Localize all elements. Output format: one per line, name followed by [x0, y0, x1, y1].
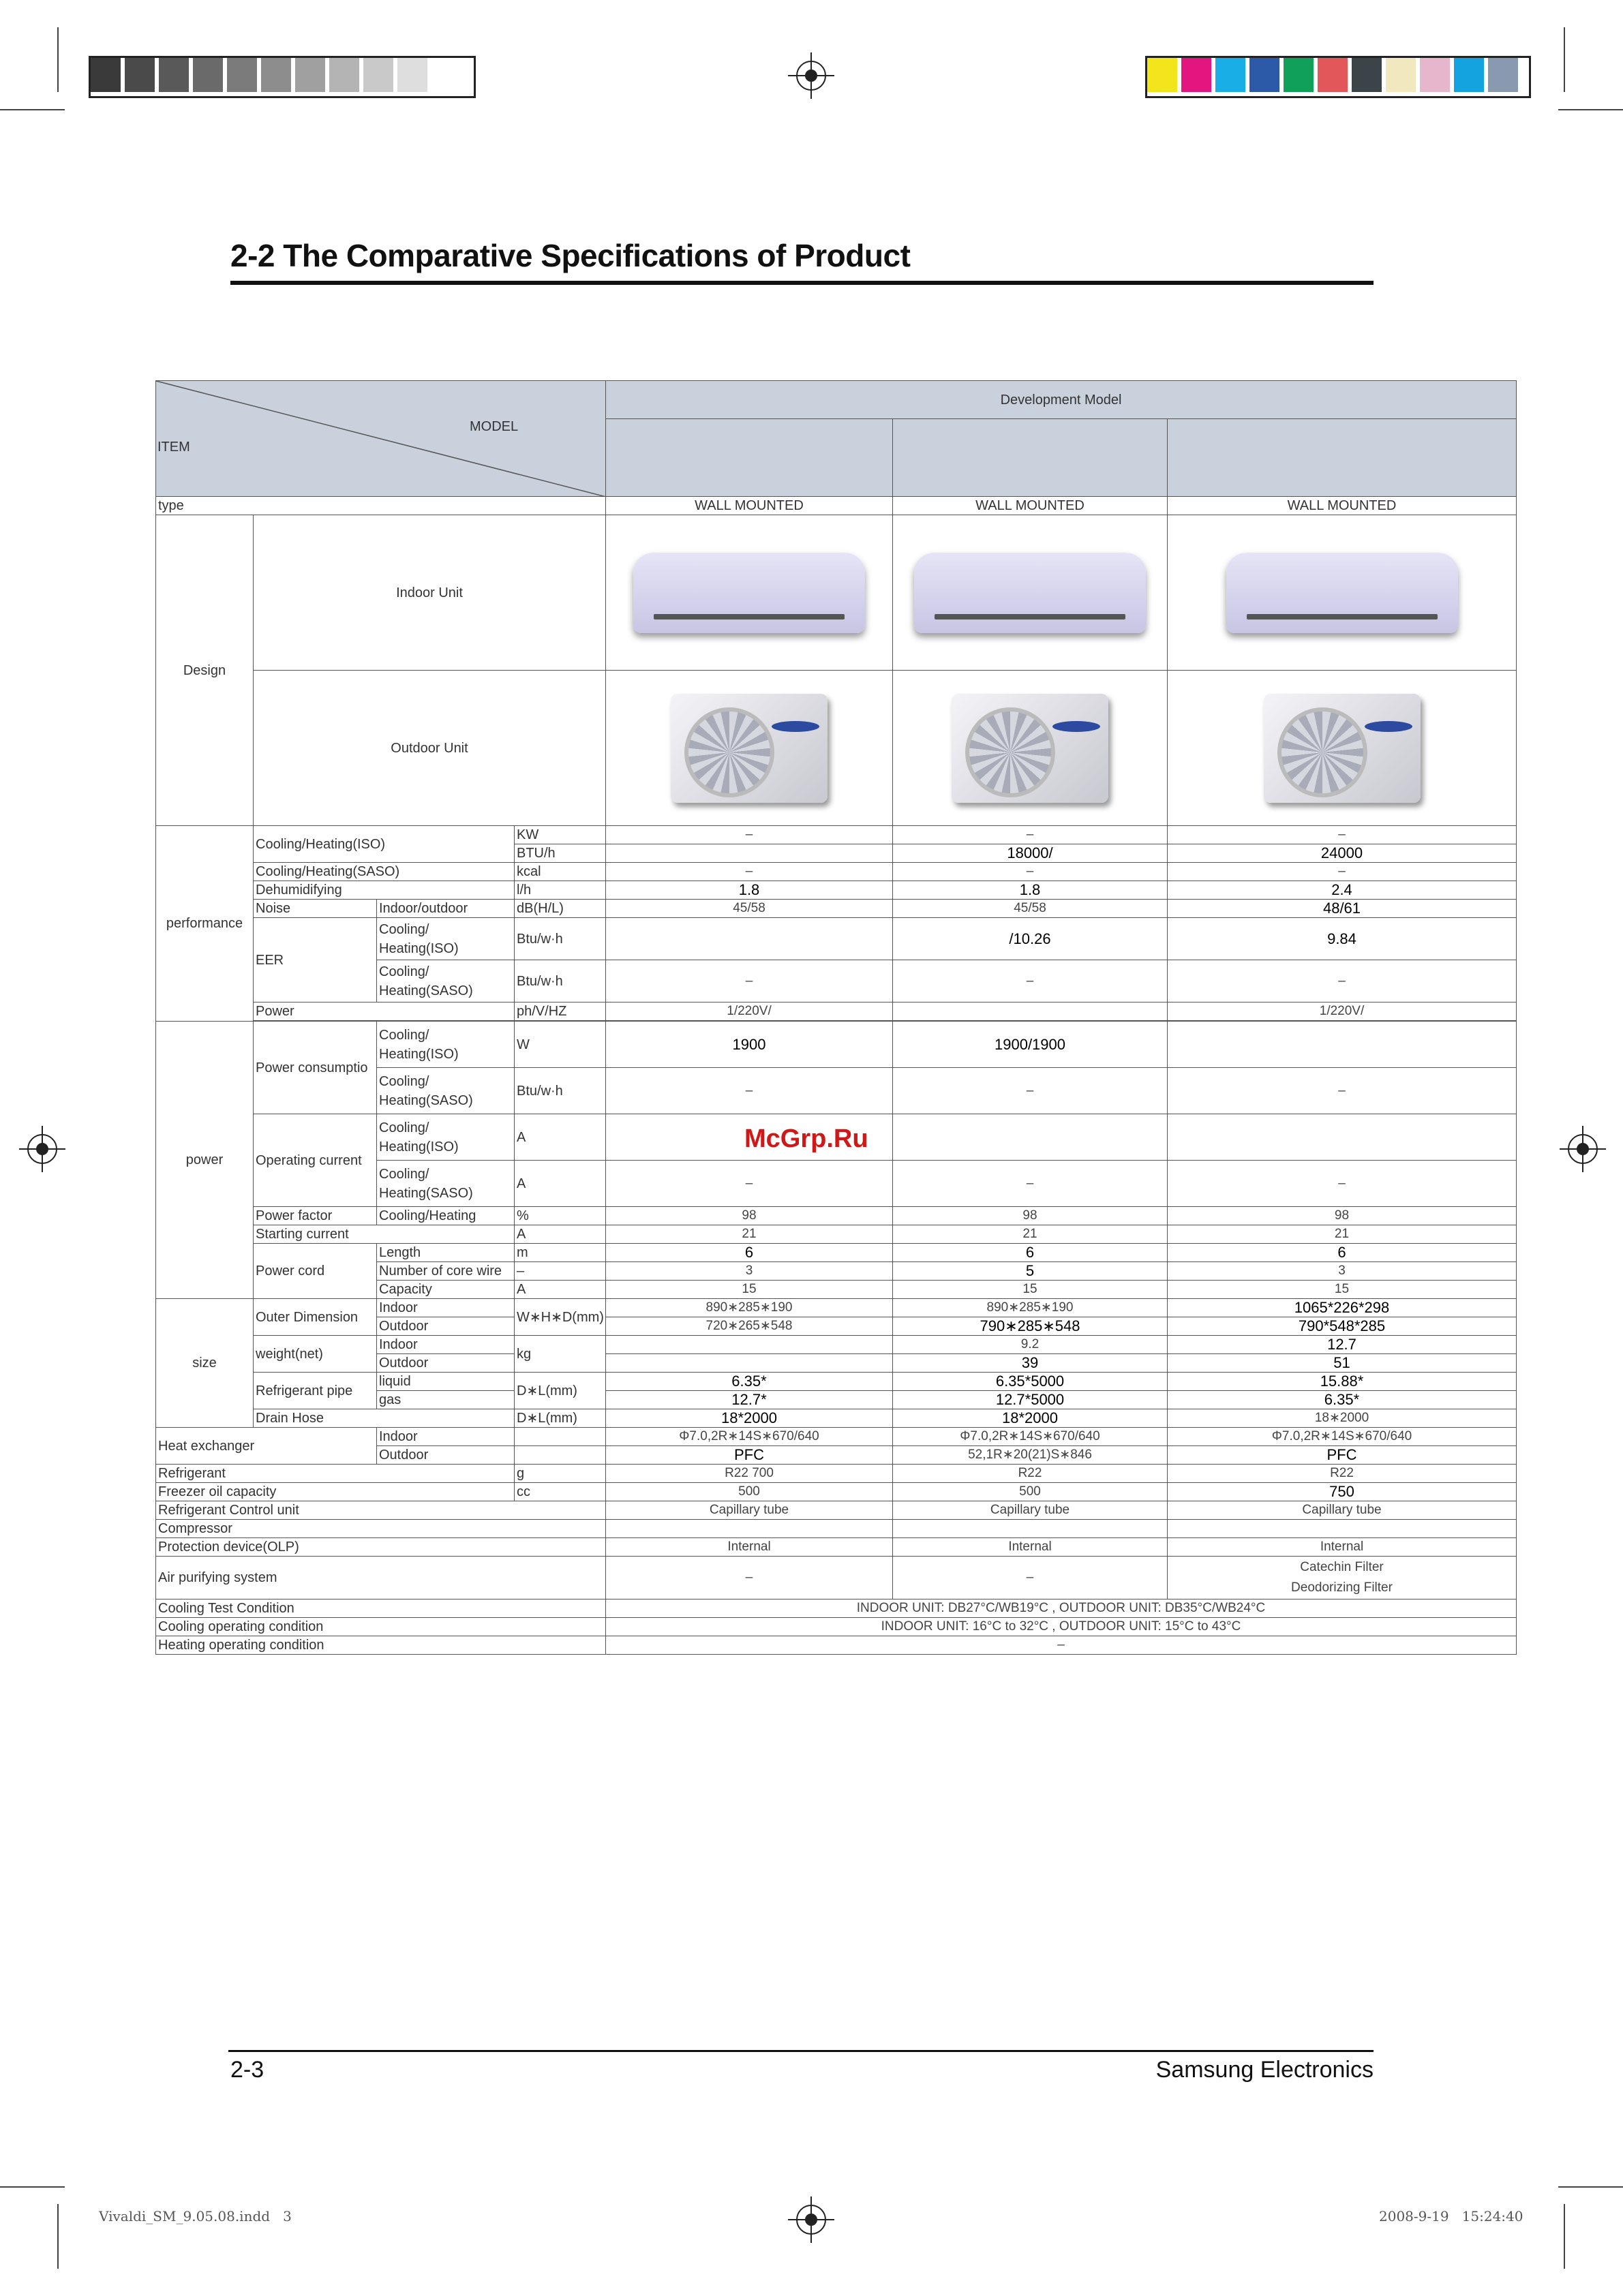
cell-value: 1.8 — [893, 881, 1168, 900]
cell-value: 18∗2000 — [1168, 1409, 1517, 1428]
row-sublabel: Indoor — [377, 1299, 515, 1317]
row-sublabel: Indoor — [377, 1336, 515, 1354]
cell-value: – — [893, 1161, 1168, 1207]
cell-value: 12.7 — [1168, 1336, 1517, 1354]
cell-value: – — [1168, 1068, 1517, 1114]
cell-value: 52,1R∗20(21)S∗846 — [893, 1446, 1168, 1465]
cell-value — [606, 918, 893, 960]
cell-value: – — [606, 960, 893, 1002]
cell-value — [606, 1354, 893, 1373]
cell-value — [606, 1520, 893, 1538]
gray-swatch — [397, 58, 429, 92]
color-swatch — [1249, 58, 1281, 92]
color-swatch — [1181, 58, 1213, 92]
row-label: Drain Hose — [254, 1409, 515, 1428]
performance-label: performance — [156, 826, 254, 1022]
cell-value: 39 — [893, 1354, 1168, 1373]
unit-label: m — [515, 1244, 606, 1262]
cell-value: 24000 — [1168, 844, 1517, 863]
row-sublabel: Indoor — [377, 1428, 515, 1446]
color-swatch — [1488, 58, 1520, 92]
indoor-unit-label: Indoor Unit — [254, 515, 606, 671]
row-sublabel: Indoor/outdoor — [377, 900, 515, 918]
crop-mark — [1558, 109, 1623, 110]
gray-swatch — [431, 58, 464, 92]
cell-value: 790*548*285 — [1168, 1317, 1517, 1336]
cell-value: 18000/ — [893, 844, 1168, 863]
outdoor-unit-image — [893, 671, 1168, 826]
row-sublabel: Capacity — [377, 1281, 515, 1299]
crop-mark — [57, 2204, 59, 2269]
cell-value: 3 — [1168, 1262, 1517, 1281]
cell-value: – — [606, 1636, 1517, 1655]
cell-value: 6 — [893, 1244, 1168, 1262]
cell-value: 6.35* — [1168, 1391, 1517, 1409]
cell-value: 500 — [893, 1483, 1168, 1501]
cell-value: Internal — [606, 1538, 893, 1557]
file-slug: Vivaldi_SM_9.05.08.indd 3 — [99, 2208, 292, 2224]
cell-value: – — [893, 1068, 1168, 1114]
cell-value: PFC — [606, 1446, 893, 1465]
type-value: WALL MOUNTED — [893, 497, 1168, 515]
cell-value: 6 — [606, 1244, 893, 1262]
unit-label: Btu/w·h — [515, 1068, 606, 1114]
row-label: EER — [254, 918, 377, 1002]
row-sublabel: Outdoor — [377, 1317, 515, 1336]
cell-value: 6.35*5000 — [893, 1373, 1168, 1391]
unit-label: g — [515, 1465, 606, 1483]
size-section-label: size — [156, 1299, 254, 1428]
row-sublabel: Cooling/ Heating(ISO) — [377, 1022, 515, 1068]
row-sublabel: Cooling/ Heating(ISO) — [377, 1114, 515, 1161]
unit-label: A — [515, 1161, 606, 1207]
gray-swatch — [159, 58, 191, 92]
cell-value: /10.26 — [893, 918, 1168, 960]
row-sublabel: gas — [377, 1391, 515, 1409]
gray-swatch — [193, 58, 225, 92]
cell-value: – — [893, 960, 1168, 1002]
cell-value: 1900 — [606, 1022, 893, 1068]
row-label: Starting current — [254, 1225, 515, 1244]
cell-value: 51 — [1168, 1354, 1517, 1373]
cell-value: R22 — [1168, 1465, 1517, 1483]
cell-value: 9.84 — [1168, 918, 1517, 960]
page-title: 2-2 The Comparative Specifications of Product — [230, 238, 911, 273]
model-col-3 — [1168, 419, 1517, 497]
page-number: 2-3 — [230, 2057, 264, 2083]
crop-mark — [1564, 27, 1565, 92]
power-section-label: power — [156, 1022, 254, 1299]
row-label: Refrigerant Control unit — [156, 1501, 606, 1520]
row-label: Operating current — [254, 1114, 377, 1207]
row-sublabel: Cooling/ Heating(ISO) — [377, 918, 515, 960]
crop-mark — [0, 2186, 65, 2188]
cell-value: 21 — [1168, 1225, 1517, 1244]
unit-label: W — [515, 1022, 606, 1068]
indoor-unit-icon — [914, 553, 1146, 633]
cell-value: 15 — [606, 1281, 893, 1299]
color-swatch — [1147, 58, 1179, 92]
cell-value: INDOOR UNIT: DB27°C/WB19°C , OUTDOOR UNIT: DB35°C/WB24°C — [606, 1599, 1517, 1618]
row-label: Power cord — [254, 1244, 377, 1299]
model-col-2 — [893, 419, 1168, 497]
unit-label: ph/V/HZ — [515, 1002, 606, 1021]
cell-value: Capillary tube — [606, 1501, 893, 1520]
cell-value: Φ7.0,2R∗14S∗670/640 — [1168, 1428, 1517, 1446]
unit-label: A — [515, 1281, 606, 1299]
unit-label: A — [515, 1114, 606, 1161]
row-sublabel: Cooling/ Heating(SASO) — [377, 960, 515, 1002]
indoor-unit-icon — [633, 553, 865, 633]
watermark: McGrp.Ru — [744, 1124, 868, 1153]
cell-value: 21 — [893, 1225, 1168, 1244]
unit-label: Btu/w·h — [515, 918, 606, 960]
cell-value: 48/61 — [1168, 900, 1517, 918]
row-label: Power — [254, 1002, 515, 1021]
model-col-1 — [606, 419, 893, 497]
registration-mark-icon — [27, 1134, 57, 1164]
unit-label: dB(H/L) — [515, 900, 606, 918]
cell-value: 45/58 — [893, 900, 1168, 918]
row-sublabel: Cooling/ Heating(SASO) — [377, 1161, 515, 1207]
row-sublabel: Length — [377, 1244, 515, 1262]
unit-label: A — [515, 1225, 606, 1244]
cell-value: 1.8 — [606, 881, 893, 900]
cell-value: – — [1168, 1161, 1517, 1207]
row-sublabel: Cooling/ Heating(SASO) — [377, 1068, 515, 1114]
gray-swatch — [125, 58, 157, 92]
cell-value — [606, 1336, 893, 1354]
item-label: ITEM — [157, 440, 190, 455]
registration-mark-icon — [1568, 1134, 1598, 1164]
unit-label: KW — [515, 826, 606, 844]
unit-label: Btu/w·h — [515, 960, 606, 1002]
row-label: Outer Dimension — [254, 1299, 377, 1336]
unit-label: W∗H∗D(mm) — [515, 1299, 606, 1336]
cell-value: INDOOR UNIT: 16°C to 32°C , OUTDOOR UNIT: 15°C to 43°C — [606, 1618, 1517, 1636]
row-label: Heating operating condition — [156, 1636, 606, 1655]
spec-table — [155, 380, 1517, 1655]
unit-label — [515, 1428, 606, 1446]
unit-label: BTU/h — [515, 844, 606, 863]
gray-swatch — [227, 58, 259, 92]
cell-value: 15 — [893, 1281, 1168, 1299]
unit-label: D∗L(mm) — [515, 1373, 606, 1409]
color-swatch — [1386, 58, 1418, 92]
cell-value: Capillary tube — [893, 1501, 1168, 1520]
unit-label: kg — [515, 1336, 606, 1373]
cell-value: 1900/1900 — [893, 1022, 1168, 1068]
row-sublabel: Outdoor — [377, 1354, 515, 1373]
row-label: Dehumidifying — [254, 881, 515, 900]
cell-value: 790∗285∗548 — [893, 1317, 1168, 1336]
cell-value: 6.35* — [606, 1373, 893, 1391]
row-label: Power factor — [254, 1207, 377, 1225]
cell-value: Φ7.0,2R∗14S∗670/640 — [606, 1428, 893, 1446]
crop-mark — [0, 109, 65, 110]
model-label: MODEL — [470, 419, 519, 434]
row-label: Protection device(OLP) — [156, 1538, 606, 1557]
cell-value: 12.7* — [606, 1391, 893, 1409]
row-label: Noise — [254, 900, 377, 918]
row-label: Cooling operating condition — [156, 1618, 606, 1636]
row-sublabel: Cooling/Heating — [377, 1207, 515, 1225]
unit-label: D∗L(mm) — [515, 1409, 606, 1428]
color-swatch — [1284, 58, 1316, 92]
cell-value: – — [1168, 863, 1517, 881]
cell-value: 3 — [606, 1262, 893, 1281]
color-swatch — [1352, 58, 1384, 92]
print-timestamp: 2008-9-19 15:24:40 — [1379, 2208, 1523, 2224]
outdoor-unit-icon — [952, 694, 1108, 803]
unit-label: l/h — [515, 881, 606, 900]
color-swatch — [1420, 58, 1452, 92]
outdoor-unit-icon — [671, 694, 828, 803]
gray-swatch — [295, 58, 327, 92]
row-label: Cooling/Heating(SASO) — [254, 863, 515, 881]
unit-label: % — [515, 1207, 606, 1225]
unit-label: kcal — [515, 863, 606, 881]
cell-value: – — [606, 1557, 893, 1599]
cell-value: 2.4 — [1168, 881, 1517, 900]
cell-value — [893, 1520, 1168, 1538]
catechin-filter-text: Catechin Filter — [1300, 1560, 1384, 1574]
cell-value: 1065*226*298 — [1168, 1299, 1517, 1317]
cell-value: 21 — [606, 1225, 893, 1244]
cell-value: 98 — [606, 1207, 893, 1225]
color-swatch — [1215, 58, 1247, 92]
air-purifying-col3 — [1168, 1557, 1517, 1599]
diagonal-line — [156, 381, 606, 497]
gray-swatch — [91, 58, 123, 92]
registration-mark-icon — [796, 61, 826, 91]
row-label: Heat exchanger — [156, 1428, 377, 1465]
outdoor-unit-icon — [1264, 694, 1421, 803]
cell-value: – — [606, 826, 893, 844]
row-label: weight(net) — [254, 1336, 377, 1373]
cell-value — [606, 844, 893, 863]
cell-value: – — [1168, 960, 1517, 1002]
crop-mark — [1564, 2204, 1565, 2269]
row-label: Air purifying system — [156, 1557, 606, 1599]
cell-value: 890∗285∗190 — [893, 1299, 1168, 1317]
row-label: Cooling/Heating(ISO) — [254, 826, 515, 863]
cell-value: Φ7.0,2R∗14S∗670/640 — [893, 1428, 1168, 1446]
cell-value: 45/58 — [606, 900, 893, 918]
cell-value: 890∗285∗190 — [606, 1299, 893, 1317]
registration-mark-icon — [796, 2205, 826, 2235]
cell-value: PFC — [1168, 1446, 1517, 1465]
cell-value: – — [606, 863, 893, 881]
color-swatch — [1318, 58, 1350, 92]
cell-value: 98 — [893, 1207, 1168, 1225]
cell-value: – — [606, 1068, 893, 1114]
unit-label: – — [515, 1262, 606, 1281]
indoor-unit-icon — [1226, 553, 1458, 633]
cell-value: 720∗265∗548 — [606, 1317, 893, 1336]
row-label: Compressor — [156, 1520, 606, 1538]
cell-value: – — [893, 826, 1168, 844]
cell-value: – — [1168, 826, 1517, 844]
cell-value: 98 — [1168, 1207, 1517, 1225]
cell-value: 9.2 — [893, 1336, 1168, 1354]
indoor-unit-image — [893, 515, 1168, 671]
cell-value: R22 700 — [606, 1465, 893, 1483]
cell-value — [1168, 1520, 1517, 1538]
unit-label: cc — [515, 1483, 606, 1501]
type-label: type — [156, 497, 606, 515]
unit-label — [515, 1446, 606, 1465]
cell-value: 750 — [1168, 1483, 1517, 1501]
row-label: Refrigerant pipe — [254, 1373, 377, 1409]
cell-value — [893, 1002, 1168, 1021]
cell-value: 500 — [606, 1483, 893, 1501]
cell-value: – — [893, 863, 1168, 881]
cell-value — [1168, 1114, 1517, 1161]
outdoor-unit-label: Outdoor Unit — [254, 671, 606, 826]
cell-value: 15 — [1168, 1281, 1517, 1299]
cell-value: Internal — [1168, 1538, 1517, 1557]
indoor-unit-image — [606, 515, 893, 671]
header-corner — [156, 381, 606, 497]
cell-value: Capillary tube — [1168, 1501, 1517, 1520]
row-label: Power consumptio — [254, 1022, 377, 1114]
title-underline — [230, 281, 1374, 285]
gray-swatch — [261, 58, 293, 92]
row-sublabel: Outdoor — [377, 1446, 515, 1465]
indoor-unit-image — [1168, 515, 1517, 671]
cell-value: 1/220V/ — [1168, 1002, 1517, 1021]
cell-value: – — [893, 1557, 1168, 1599]
deodorizing-filter-text: Deodorizing Filter — [1291, 1580, 1393, 1595]
gray-swatch — [329, 58, 361, 92]
cell-value: Internal — [893, 1538, 1168, 1557]
cell-value: 1/220V/ — [606, 1002, 893, 1021]
brand-name: Samsung Electronics — [1155, 2057, 1374, 2083]
cell-value: R22 — [893, 1465, 1168, 1483]
outdoor-unit-image — [1168, 671, 1517, 826]
cell-value: 18*2000 — [893, 1409, 1168, 1428]
row-sublabel: Number of core wire — [377, 1262, 515, 1281]
crop-mark — [1558, 2186, 1623, 2188]
cell-value: 15.88* — [1168, 1373, 1517, 1391]
cell-value: – — [606, 1161, 893, 1207]
cell-value: 18*2000 — [606, 1409, 893, 1428]
type-value: WALL MOUNTED — [1168, 497, 1517, 515]
design-label: Design — [156, 515, 254, 826]
type-value: WALL MOUNTED — [606, 497, 893, 515]
outdoor-unit-image — [606, 671, 893, 826]
row-label: Cooling Test Condition — [156, 1599, 606, 1618]
cell-value — [1168, 1022, 1517, 1068]
crop-mark — [57, 27, 59, 92]
footer-rule — [228, 2050, 1374, 2052]
cell-value: 6 — [1168, 1244, 1517, 1262]
color-swatch — [1454, 58, 1486, 92]
row-label: Freezer oil capacity — [156, 1483, 515, 1501]
cell-value: 12.7*5000 — [893, 1391, 1168, 1409]
cell-value: 5 — [893, 1262, 1168, 1281]
gray-swatch — [363, 58, 395, 92]
row-label: Refrigerant — [156, 1465, 515, 1483]
row-sublabel: liquid — [377, 1373, 515, 1391]
development-model-header: Development Model — [606, 381, 1517, 419]
cell-value — [893, 1114, 1168, 1161]
